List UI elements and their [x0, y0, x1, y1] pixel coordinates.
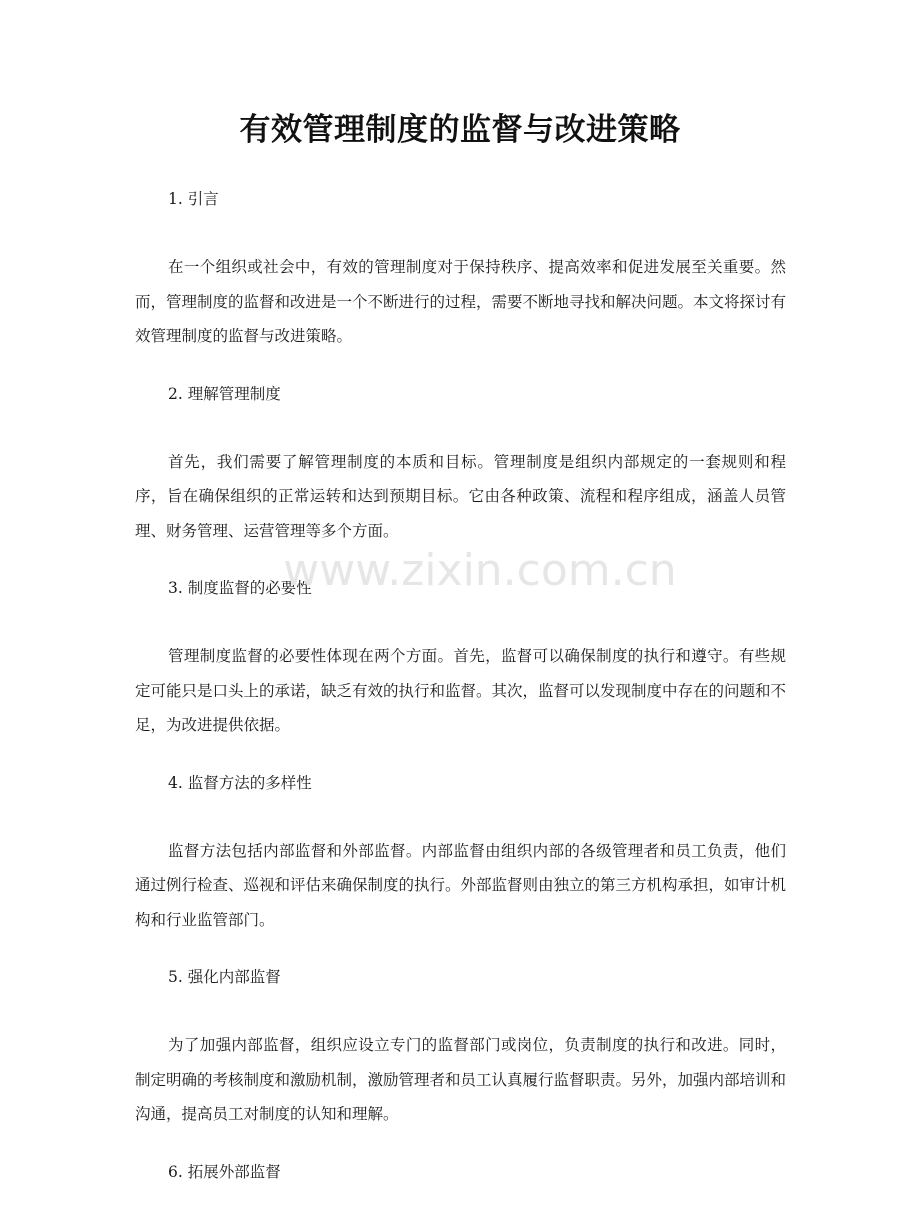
section-2 [135, 377, 786, 549]
watermark-text: www.zixin.com.cn [283, 545, 677, 596]
section-heading: 6. 拓展外部监督 [168, 1162, 281, 1181]
section-heading: 5. 强化内部监督 [168, 968, 281, 986]
section-paragraph: 首先，我们需要了解管理制度的本质和目标。管理制度是组织内部规定的一套规则和程序，旨在确保组织的正常运转和达到预期目标。它由各种政策、流程和程序组成，涵盖人员管理、财务管理、运营管理等多个方面。 [135, 452, 786, 540]
section-6 [135, 1155, 786, 1189]
section-paragraph: 在一个组织或社会中，有效的管理制度对于保持秩序、提高效率和促进发展至关重要。然而，管理制度的监督和改进是一个不断进行的过程，需要不断地寻找和解决问题。本文将探讨有效管理制度的监督与改进策略。 [135, 258, 787, 345]
section-5 [135, 960, 786, 1132]
section-paragraph: 为了加强内部监督，组织应设立专门的监督部门或岗位，负责制度的执行和改进。同时，制定明确的考核制度和激励机制，激励管理者和员工认真履行监督职责。另外，加强内部培训和沟通，提高员工对制度的认知和理解。 [135, 1036, 787, 1123]
section-paragraph: 管理制度监督的必要性体现在两个方面。首先，监督可以确保制度的执行和遵守。有些规定可能只是口头上的承诺，缺乏有效的执行和监督。其次，监督可以发现制度中存在的问题和不足，为改进提供依据。 [135, 647, 787, 734]
section-4 [135, 766, 786, 938]
section-heading: 2. 理解管理制度 [168, 384, 281, 403]
section-heading: 1. 引言 [168, 190, 219, 208]
section-heading: 3. 制度监督的必要性 [168, 579, 312, 597]
document-title: 有效管理制度的监督与改进策略 [239, 112, 681, 148]
section-3 [135, 571, 786, 743]
document-body [135, 182, 786, 1223]
section-1 [135, 182, 786, 354]
section-heading: 4. 监督方法的多样性 [168, 773, 312, 792]
section-paragraph: 监督方法包括内部监督和外部监督。内部监督由组织内部的各级管理者和员工负责，他们通过例行检查、巡视和评估来确保制度的执行。外部监督则由独立的第三方机构承担，如审计机构和行业监管部门。 [135, 841, 787, 929]
